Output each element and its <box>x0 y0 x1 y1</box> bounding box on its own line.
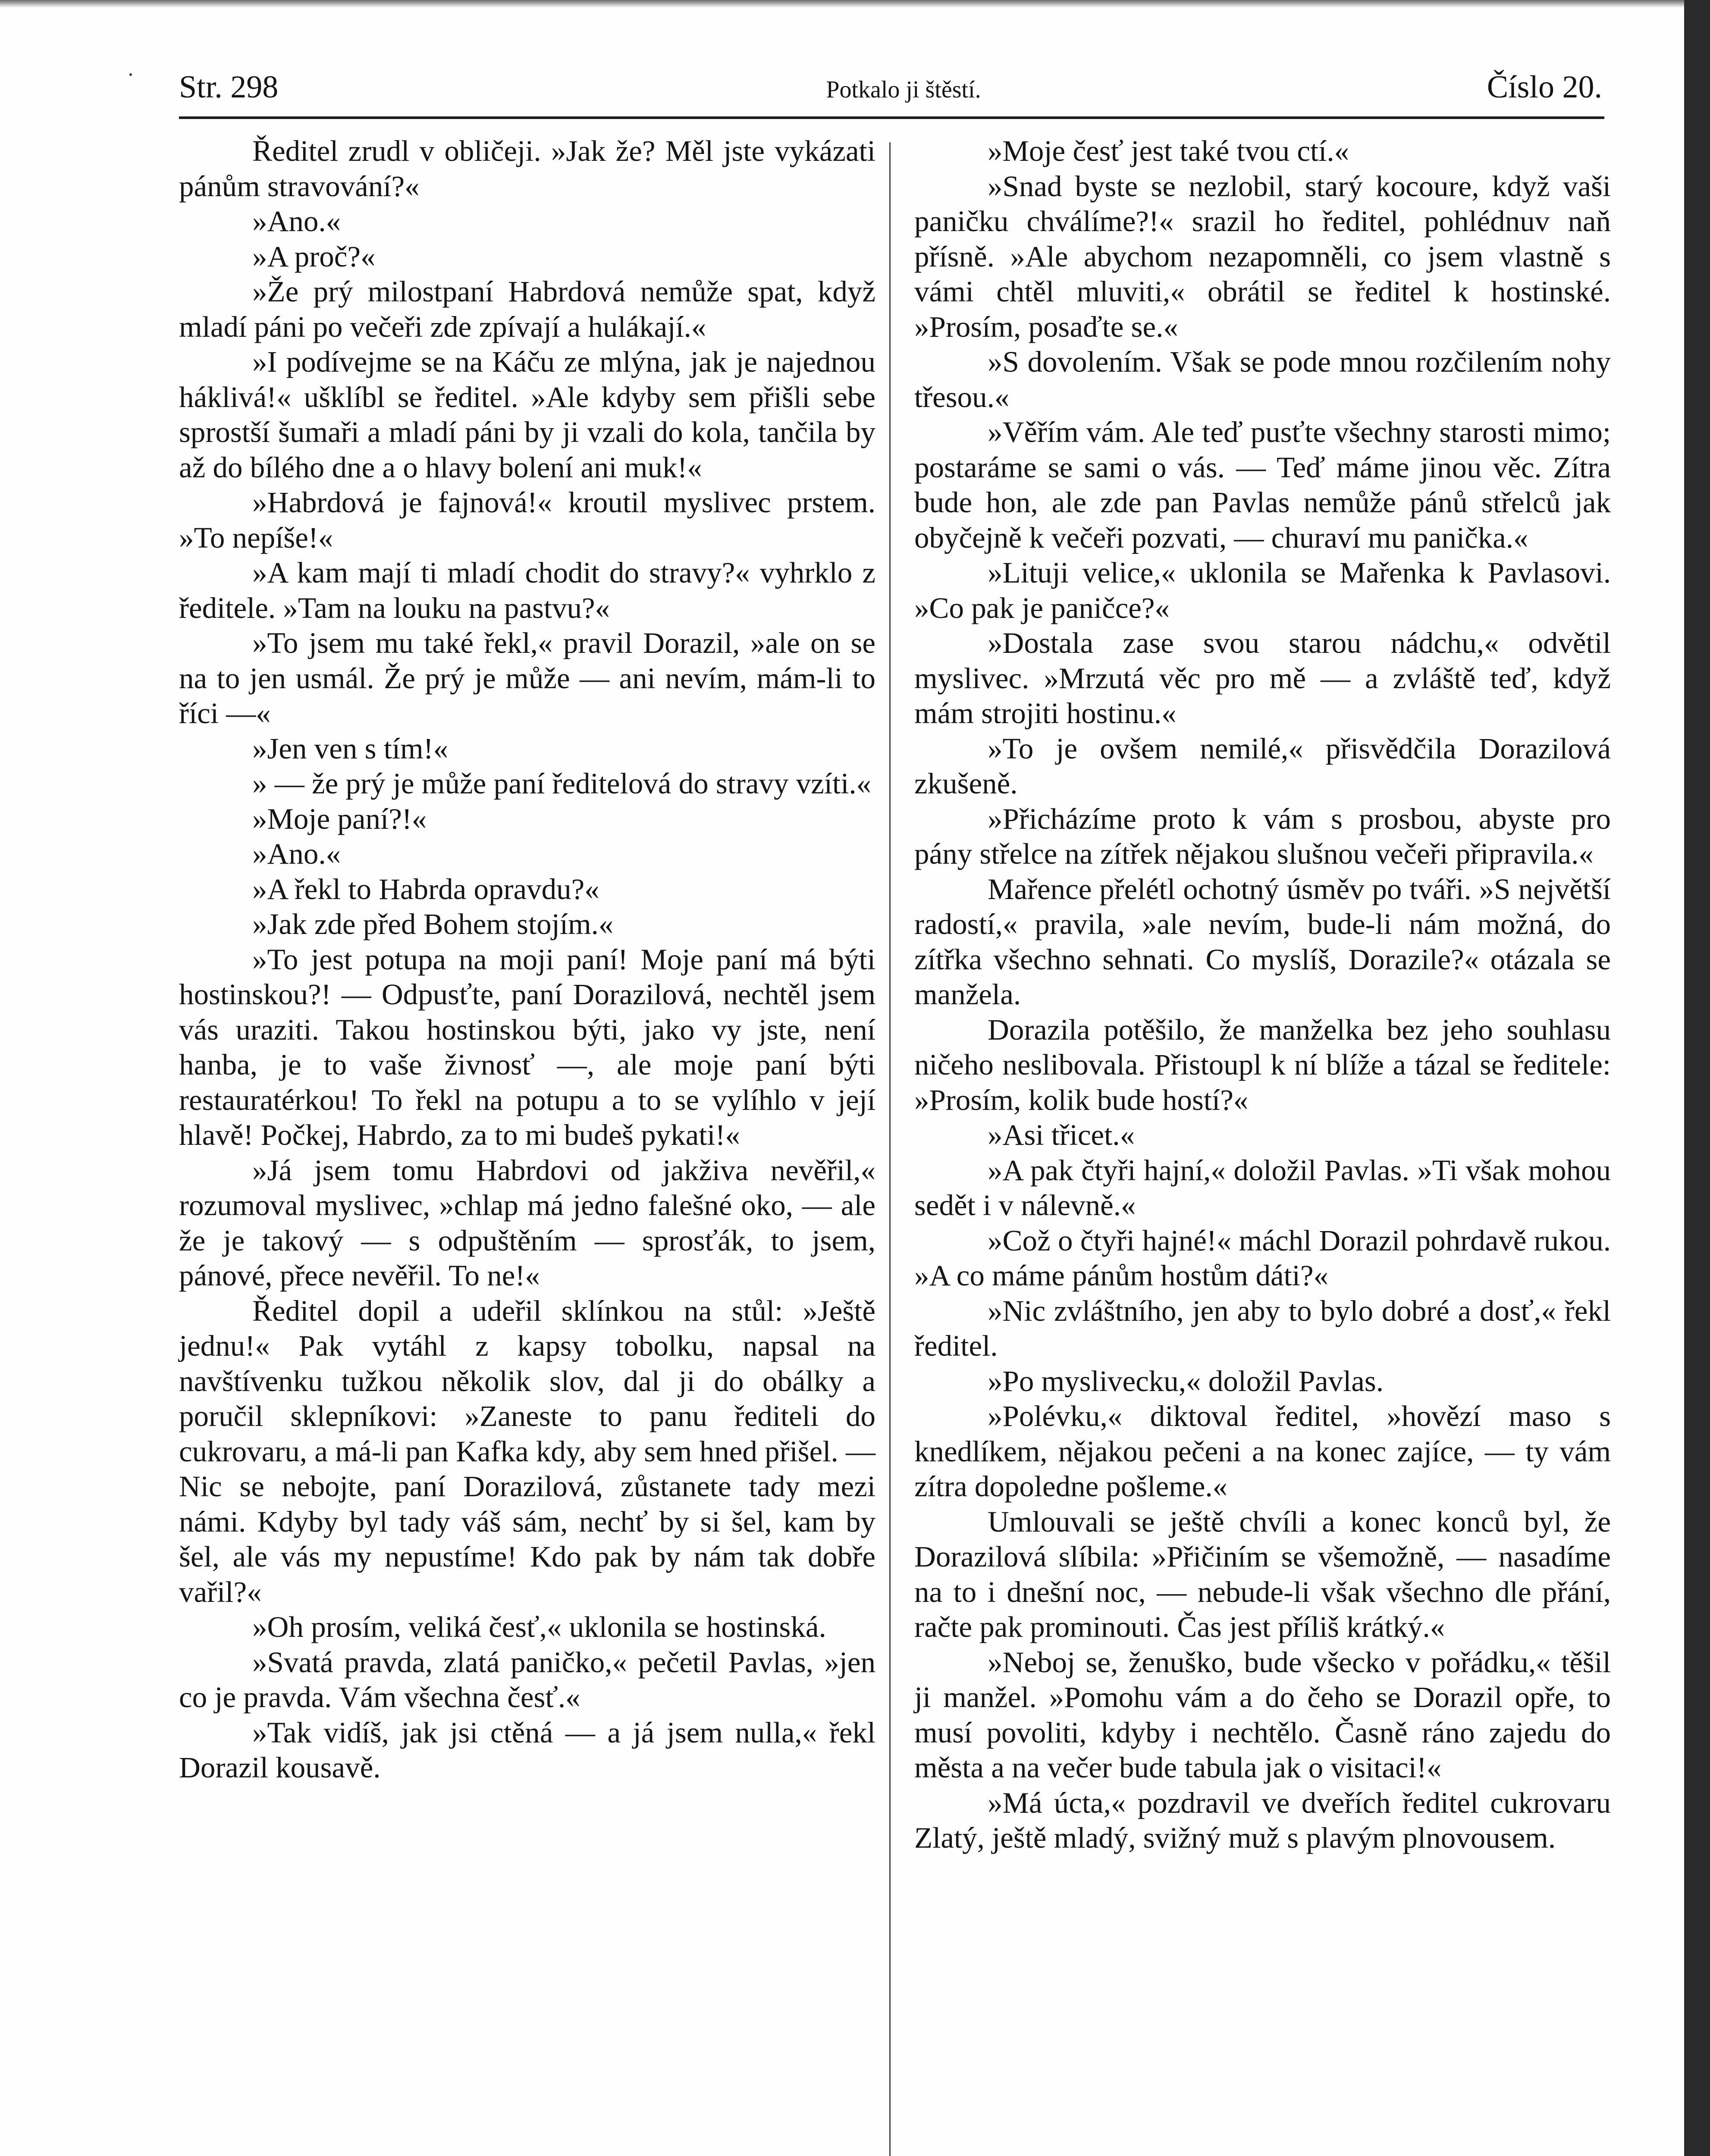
paragraph: »To jest potupa na moji paní! Moje paní má býti hostinskou?! — Odpusťte, paní Dorazilová, nechtěl jsem vás uraziti. Takou hostinskou býti, jako vy jste, není hanba, je to vaše živnosť —, ale moje paní býti restauratérkou! To řekl na potupu a to se vylíhlo v její hlavě! Počkej, Habrdo, za to mi budeš pykati!« <box>179 943 875 1151</box>
issue-number: Číslo 20. <box>1487 69 1602 105</box>
paragraph: »Což o čtyři hajné!« máchl Dorazil pohrdavě rukou. »A co máme pánům hostům dáti?« <box>914 1224 1611 1292</box>
paragraph: »Věřím vám. Ale teď pusťte všechny starosti mimo; postaráme se sami o vás. — Teď máme jinou věc. Zítra bude hon, ale zde pan Pavlas nemůže pánů střelců jak obyčejně k večeři pozvati, — churaví mu panička.« <box>914 416 1611 554</box>
paragraph: »Asi třicet.« <box>988 1119 1135 1151</box>
paragraph: Dorazila potěšilo, že manželka bez jeho souhlasu ničeho neslibovala. Přistoupl k ní blíže a tázal se ředitele: »Prosím, kolik bude hostí?« <box>914 1013 1611 1116</box>
paragraph: »Po myslivecku,« doložil Pavlas. <box>988 1364 1384 1398</box>
header-rule <box>179 116 1604 119</box>
print-speck <box>129 73 132 76</box>
page-number: Str. 298 <box>179 69 279 105</box>
paragraph: »Svatá pravda, zlatá paničko,« pečetil Pavlas, »jen co je pravda. Vám všechna česť.« <box>179 1645 875 1714</box>
paragraph: »To jsem mu také řekl,« pravil Dorazil, »ale on se na to jen usmál. Že prý je může — ani nevím, mám-li to říci —« <box>179 627 875 730</box>
right-column <box>914 134 1611 1856</box>
column-divider <box>889 142 891 2156</box>
paragraph: »S dovolením. Však se pode mnou rozčilením nohy třesou.« <box>914 345 1611 414</box>
paragraph: »Já jsem tomu Habrdovi od jakživa nevěřil,« rozumoval myslivec, »chlap má jedno falešné oko, — ale že je takový — s odpuštěním — sprosťák, to jsem, pánové, přece nevěřil. To ne!« <box>179 1153 875 1292</box>
paragraph: Mařence přelétl ochotný úsměv po tváři. »S největší radostí,« pravila, »ale nevím, bude-li nám možná, do zítřka všechno sehnati. Co myslíš, Dorazile?« otázala se manžela. <box>914 872 1611 1011</box>
paragraph: »Neboj se, ženuško, bude všecko v pořádku,« těšil ji manžel. »Pomohu vám a do čeho se Dorazil opře, to musí povoliti, kdyby i nechtělo. Časně ráno zajedu do města a na večer bude tabula jak o visitaci!« <box>914 1645 1611 1784</box>
running-title: Potkalo ji štěstí. <box>826 76 981 103</box>
paragraph: Umlouvali se ještě chvíli a konec konců byl, že Dorazilová slíbila: »Přičiním se všemožně, — nasadíme na to i dnešní noc, — nebude-li však všechno dle přání, račte pak prominouti. Čas jest příliš krátký.« <box>914 1505 1611 1643</box>
paragraph: »Moje paní?!« <box>252 802 427 835</box>
left-column <box>179 134 875 1786</box>
page-header <box>179 60 1602 116</box>
paragraph: »Tak vidíš, jak jsi ctěná — a já jsem nulla,« řekl Dorazil kousavě. <box>179 1716 875 1784</box>
paragraph: »Habrdová je fajnová!« kroutil myslivec prstem. »To nepíše!« <box>179 486 875 554</box>
paragraph: Ředitel zrudl v obličeji. »Jak že? Měl jste vykázati pánům stravování?« <box>179 135 875 203</box>
paragraph: »Dostala zase svou starou nádchu,« odvětil myslivec. »Mrzutá věc pro mě — a zvláště teď, když mám strojiti hostinu.« <box>914 627 1611 730</box>
paragraph: »I podívejme se na Káču ze mlýna, jak je najednou háklivá!« ušklíbl se ředitel. »Ale kdyby sem přišli sebe sprostší šumaři a mladí páni by ji vzali do kola, tančila by až do bílého dne a o hlavy bolení ani muk!« <box>179 345 875 484</box>
paragraph: »Oh prosím, veliká česť,« uklonila se hostinská. <box>252 1611 826 1643</box>
paragraph: »Ano.« <box>252 837 341 870</box>
paragraph: »Jen ven s tím!« <box>252 732 449 765</box>
paragraph: »Má úcta,« pozdravil ve dveřích ředitel cukrovaru Zlatý, ještě mladý, svižný muž s plavým plnovousem. <box>914 1786 1611 1854</box>
paragraph: »Lituji velice,« uklonila se Mařenka k Pavlasovi. »Co pak je paničce?« <box>914 556 1611 624</box>
paragraph: »A kam mají ti mladí chodit do stravy?« vyhrklo z ředitele. »Tam na louku na pastvu?« <box>179 556 875 624</box>
paragraph: »A řekl to Habrda opravdu?« <box>252 872 599 906</box>
paragraph: Ředitel dopil a udeřil sklínkou na stůl: »Ještě jednu!« Pak vytáhl z kapsy tobolku, napsal na navštívenku tužkou několik slov, dal ji do obálky a poručil sklepníkovi: »Zaneste to panu řediteli do cukrovaru, a má-li pan Kafka kdy, aby sem hned přišel. — Nic se nebojte, paní Dorazilová, zůstanete tady mezi námi. Kdyby byl tady váš sám, nechť by si šel, kam by šel, ale vás my nepustíme! Kdo pak by nám tak dobře vařil?« <box>179 1294 875 1608</box>
paragraph: »Jak zde před Bohem stojím.« <box>252 908 614 940</box>
paragraph: »A proč?« <box>252 240 376 273</box>
paragraph: » — že prý je může paní ředitelová do stravy vzíti.« <box>252 767 872 800</box>
paragraph: »Ano.« <box>252 205 341 238</box>
paragraph: »Moje česť jest také tvou ctí.« <box>988 135 1349 167</box>
paragraph: »Nic zvláštního, jen aby to bylo dobré a dosť,« řekl ředitel. <box>914 1294 1611 1362</box>
paragraph: »Že prý milostpaní Habrdová nemůže spat, když mladí páni po večeři zde zpívají a hulákají.« <box>179 275 875 343</box>
page-right-edge <box>1684 0 1710 2156</box>
paragraph: »Snad byste se nezlobil, starý kocoure, když vaši paničku chválíme?!« srazil ho ředitel, pohlédnuv naň přísně. »Ale abychom nezapomněli, co jsem vlastně s vámi chtěl mluviti,« obrátil se ředitel k hostinské. »Prosím, posaďte se.« <box>914 169 1611 343</box>
paragraph: »Přicházíme proto k vám s prosbou, abyste pro pány střelce na zítřek nějakou slušnou večeři připravila.« <box>914 802 1611 870</box>
paragraph: »A pak čtyři hajní,« doložil Pavlas. »Ti však mohou sedět i v nálevně.« <box>914 1153 1611 1222</box>
page-top-edge <box>0 0 1684 8</box>
paragraph: »To je ovšem nemilé,« přisvědčila Dorazilová zkušeně. <box>914 732 1611 800</box>
paragraph: »Polévku,« diktoval ředitel, »hovězí maso s knedlíkem, nějakou pečeni a na konec zajíce, — ty vám zítra dopoledne pošleme.« <box>914 1400 1611 1503</box>
